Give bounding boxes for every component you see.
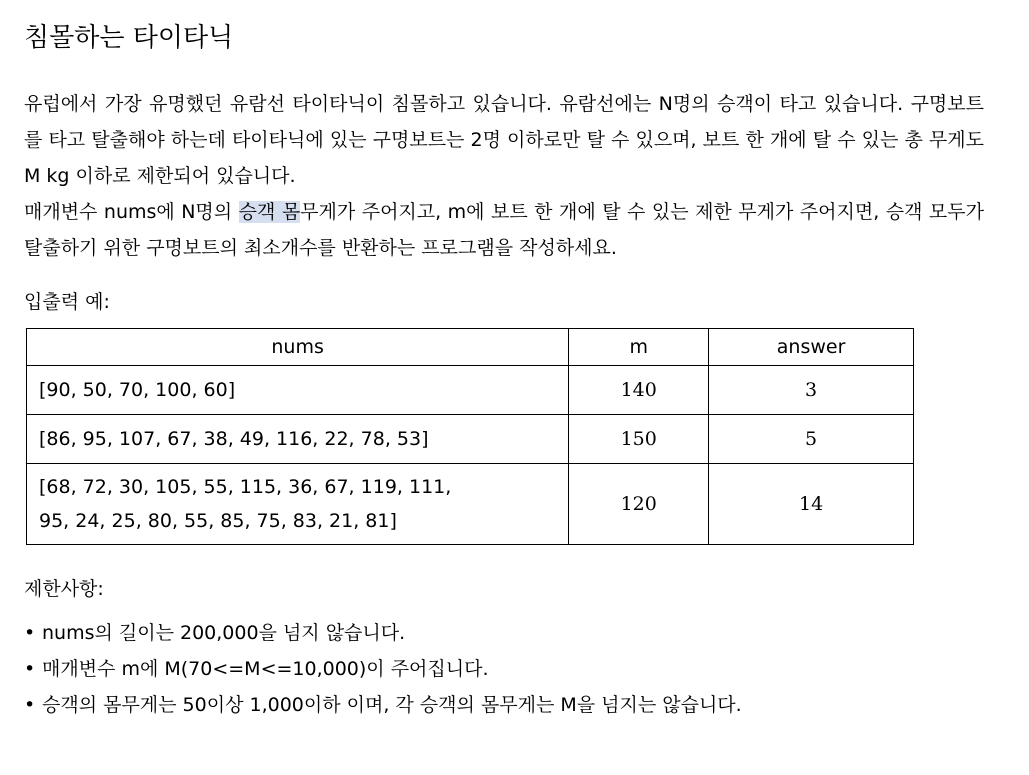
cell-m: 120 — [569, 464, 709, 545]
header-m: m — [569, 329, 709, 366]
description-paragraph-2 — [24, 194, 984, 266]
description-text-after: 무게가 주어지고, m에 보트 한 개에 탈 수 있는 제한 무게가 주어지면, 승객 모두가 탈출하기 위한 구명보트의 최소개수를 반환하는 프로그램을 작성하세요. — [24, 201, 984, 259]
table-header-row — [27, 329, 914, 366]
cell-answer: 5 — [709, 415, 914, 464]
constraints-label: 제한사항: — [24, 578, 104, 600]
highlighted-text: 승객 몸 — [238, 201, 301, 223]
cell-answer: 14 — [709, 464, 914, 545]
page-title: 침몰하는 타이타닉 — [24, 23, 234, 53]
cell-nums-line-2: 95, 24, 25, 80, 55, 85, 75, 83, 21, 81] — [39, 510, 397, 532]
cell-m: 140 — [569, 366, 709, 415]
cell-nums-line-1: [68, 72, 30, 105, 55, 115, 36, 67, 119, 111, — [39, 476, 452, 498]
cell-answer: 3 — [709, 366, 914, 415]
constraints-list — [24, 615, 984, 723]
header-answer: answer — [709, 329, 914, 366]
cell-nums — [27, 464, 569, 545]
list-item: • 승객의 몸무게는 50이상 1,000이하 이며, 각 승객의 몸무게는 M을 넘지는 않습니다. — [24, 687, 984, 723]
header-nums: nums — [27, 329, 569, 366]
description-text-before: 매개변수 nums에 N명의 — [24, 201, 239, 223]
table-row — [27, 415, 914, 464]
cell-nums: [86, 95, 107, 67, 38, 49, 116, 22, 78, 53] — [27, 415, 569, 464]
description-paragraph-1: 유럽에서 가장 유명했던 유람선 타이타닉이 침몰하고 있습니다. 유람선에는 N명의 승객이 타고 있습니다. 구명보트를 타고 탈출해야 하는데 타이타닉에 있는 구명보트는 2명 이하로만 탈 수 있으며, 보트 한 개에 탈 수 있는 총 무게도 M kg 이하로 제한되어 있습니다. — [24, 93, 984, 187]
table-row — [27, 464, 914, 545]
io-example-table — [26, 328, 914, 545]
cell-m: 150 — [569, 415, 709, 464]
table-row — [27, 366, 914, 415]
list-item: • 매개변수 m에 M(70<=M<=10,000)이 주어집니다. — [24, 651, 984, 687]
io-example-label: 입출력 예: — [24, 291, 110, 313]
cell-nums: [90, 50, 70, 100, 60] — [27, 366, 569, 415]
list-item: • nums의 길이는 200,000을 넘지 않습니다. — [24, 615, 984, 651]
document — [24, 18, 984, 723]
